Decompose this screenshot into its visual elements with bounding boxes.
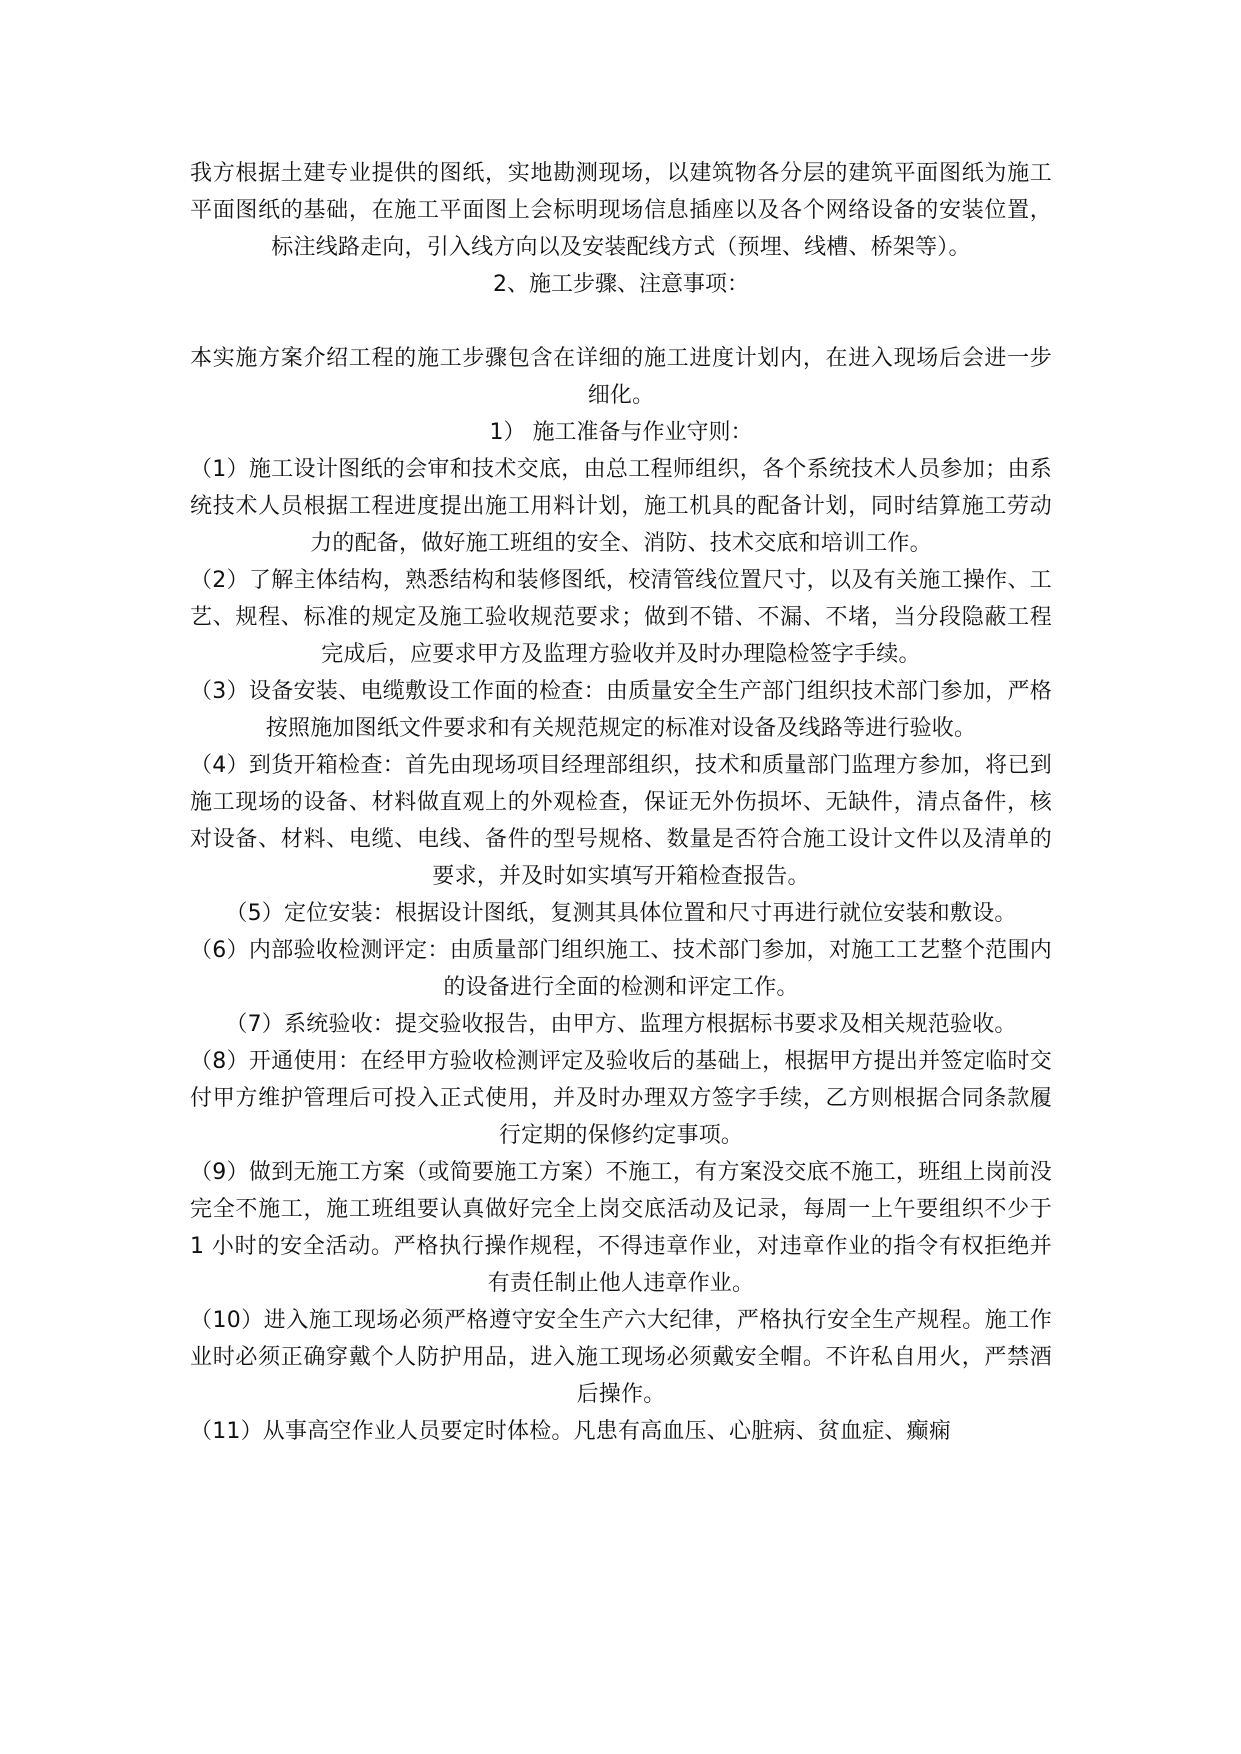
document-page <box>190 155 1052 1450</box>
item-1: （1）施工设计图纸的会审和技术交底，由总工程师组织，各个系统技术人员参加；由系统技术人员根据工程进度提出施工用料计划，施工机具的配备计划，同时结算施工劳动力的配备，做好施工班组的安全、消防、技术交底和培训工作。 <box>190 457 1052 556</box>
section-intro-paragraph: 本实施方案介绍工程的施工步骤包含在详细的施工进度计划内，在进入现场后会进一步细化。 <box>190 346 1052 408</box>
intro-paragraph: 我方根据土建专业提供的图纸，实地勘测现场，以建筑物各分层的建筑平面图纸为施工平面图纸的基础，在施工平面图上会标明现场信息插座以及各个网络设备的安装位置，标注线路走向，引入线方向以及安装配线方式（预埋、线槽、桥架等）。 <box>190 161 1052 260</box>
item-11: （11）从事高空作业人员要定时体检。凡患有高血压、心脏病、贫血症、癫痫 <box>190 1419 951 1444</box>
item-4: （4）到货开箱检查：首先由现场项目经理部组织，技术和质量部门监理方参加，将已到施工现场的设备、材料做直观上的外观检查，保证无外伤损坏、无缺件，清点备件，核对设备、材料、电缆、电线、备件的型号规格、数量是否符合施工设计文件以及清单的要求，并及时如实填写开箱检查报告。 <box>190 753 1052 889</box>
sub-heading: 1） 施工准备与作业守则： <box>489 420 753 445</box>
blank-line <box>190 303 1052 340</box>
item-5: （5）定位安装：根据设计图纸，复测其具体位置和尺寸再进行就位安装和敷设。 <box>225 901 1017 926</box>
item-6: （6）内部验收检测评定：由质量部门组织施工、技术部门参加，对施工工艺整个范围内的设备进行全面的检测和评定工作。 <box>190 938 1052 1000</box>
section-heading: 2、施工步骤、注意事项： <box>493 272 749 297</box>
item-2: （2）了解主体结构，熟悉结构和装修图纸，校清管线位置尺寸，以及有关施工操作、工艺、规程、标准的规定及施工验收规范要求；做到不错、不漏、不堵，当分段隐蔽工程完成后，应要求甲方及监理方验收并及时办理隐检签字手续。 <box>190 568 1052 667</box>
item-9: （9）做到无施工方案（或简要施工方案）不施工，有方案没交底不施工，班组上岗前没完全不施工，施工班组要认真做好完全上岗交底活动及记录，每周一上午要组织不少于 1 小时的安全活动。严格执行操作规程，不得违章作业，对违章作业的指令有权拒绝并有责任制止他人违章作业。 <box>190 1160 1052 1296</box>
item-3: （3）设备安装、电缆敷设工作面的检查：由质量安全生产部门组织技术部门参加，严格按照施加图纸文件要求和有关规范规定的标准对设备及线路等进行验收。 <box>190 679 1052 741</box>
item-7: （7）系统验收：提交验收报告，由甲方、监理方根据标书要求及相关规范验收。 <box>225 1012 1017 1037</box>
item-8: （8）开通使用：在经甲方验收检测评定及验收后的基础上，根据甲方提出并签定临时交付甲方维护管理后可投入正式使用，并及时办理双方签字手续，乙方则根据合同条款履行定期的保修约定事项。 <box>190 1049 1052 1148</box>
item-10: （10）进入施工现场必须严格遵守安全生产六大纪律，严格执行安全生产规程。施工作业时必须正确穿戴个人防护用品，进入施工现场必须戴安全帽。不许私自用火，严禁酒后操作。 <box>190 1308 1052 1407</box>
